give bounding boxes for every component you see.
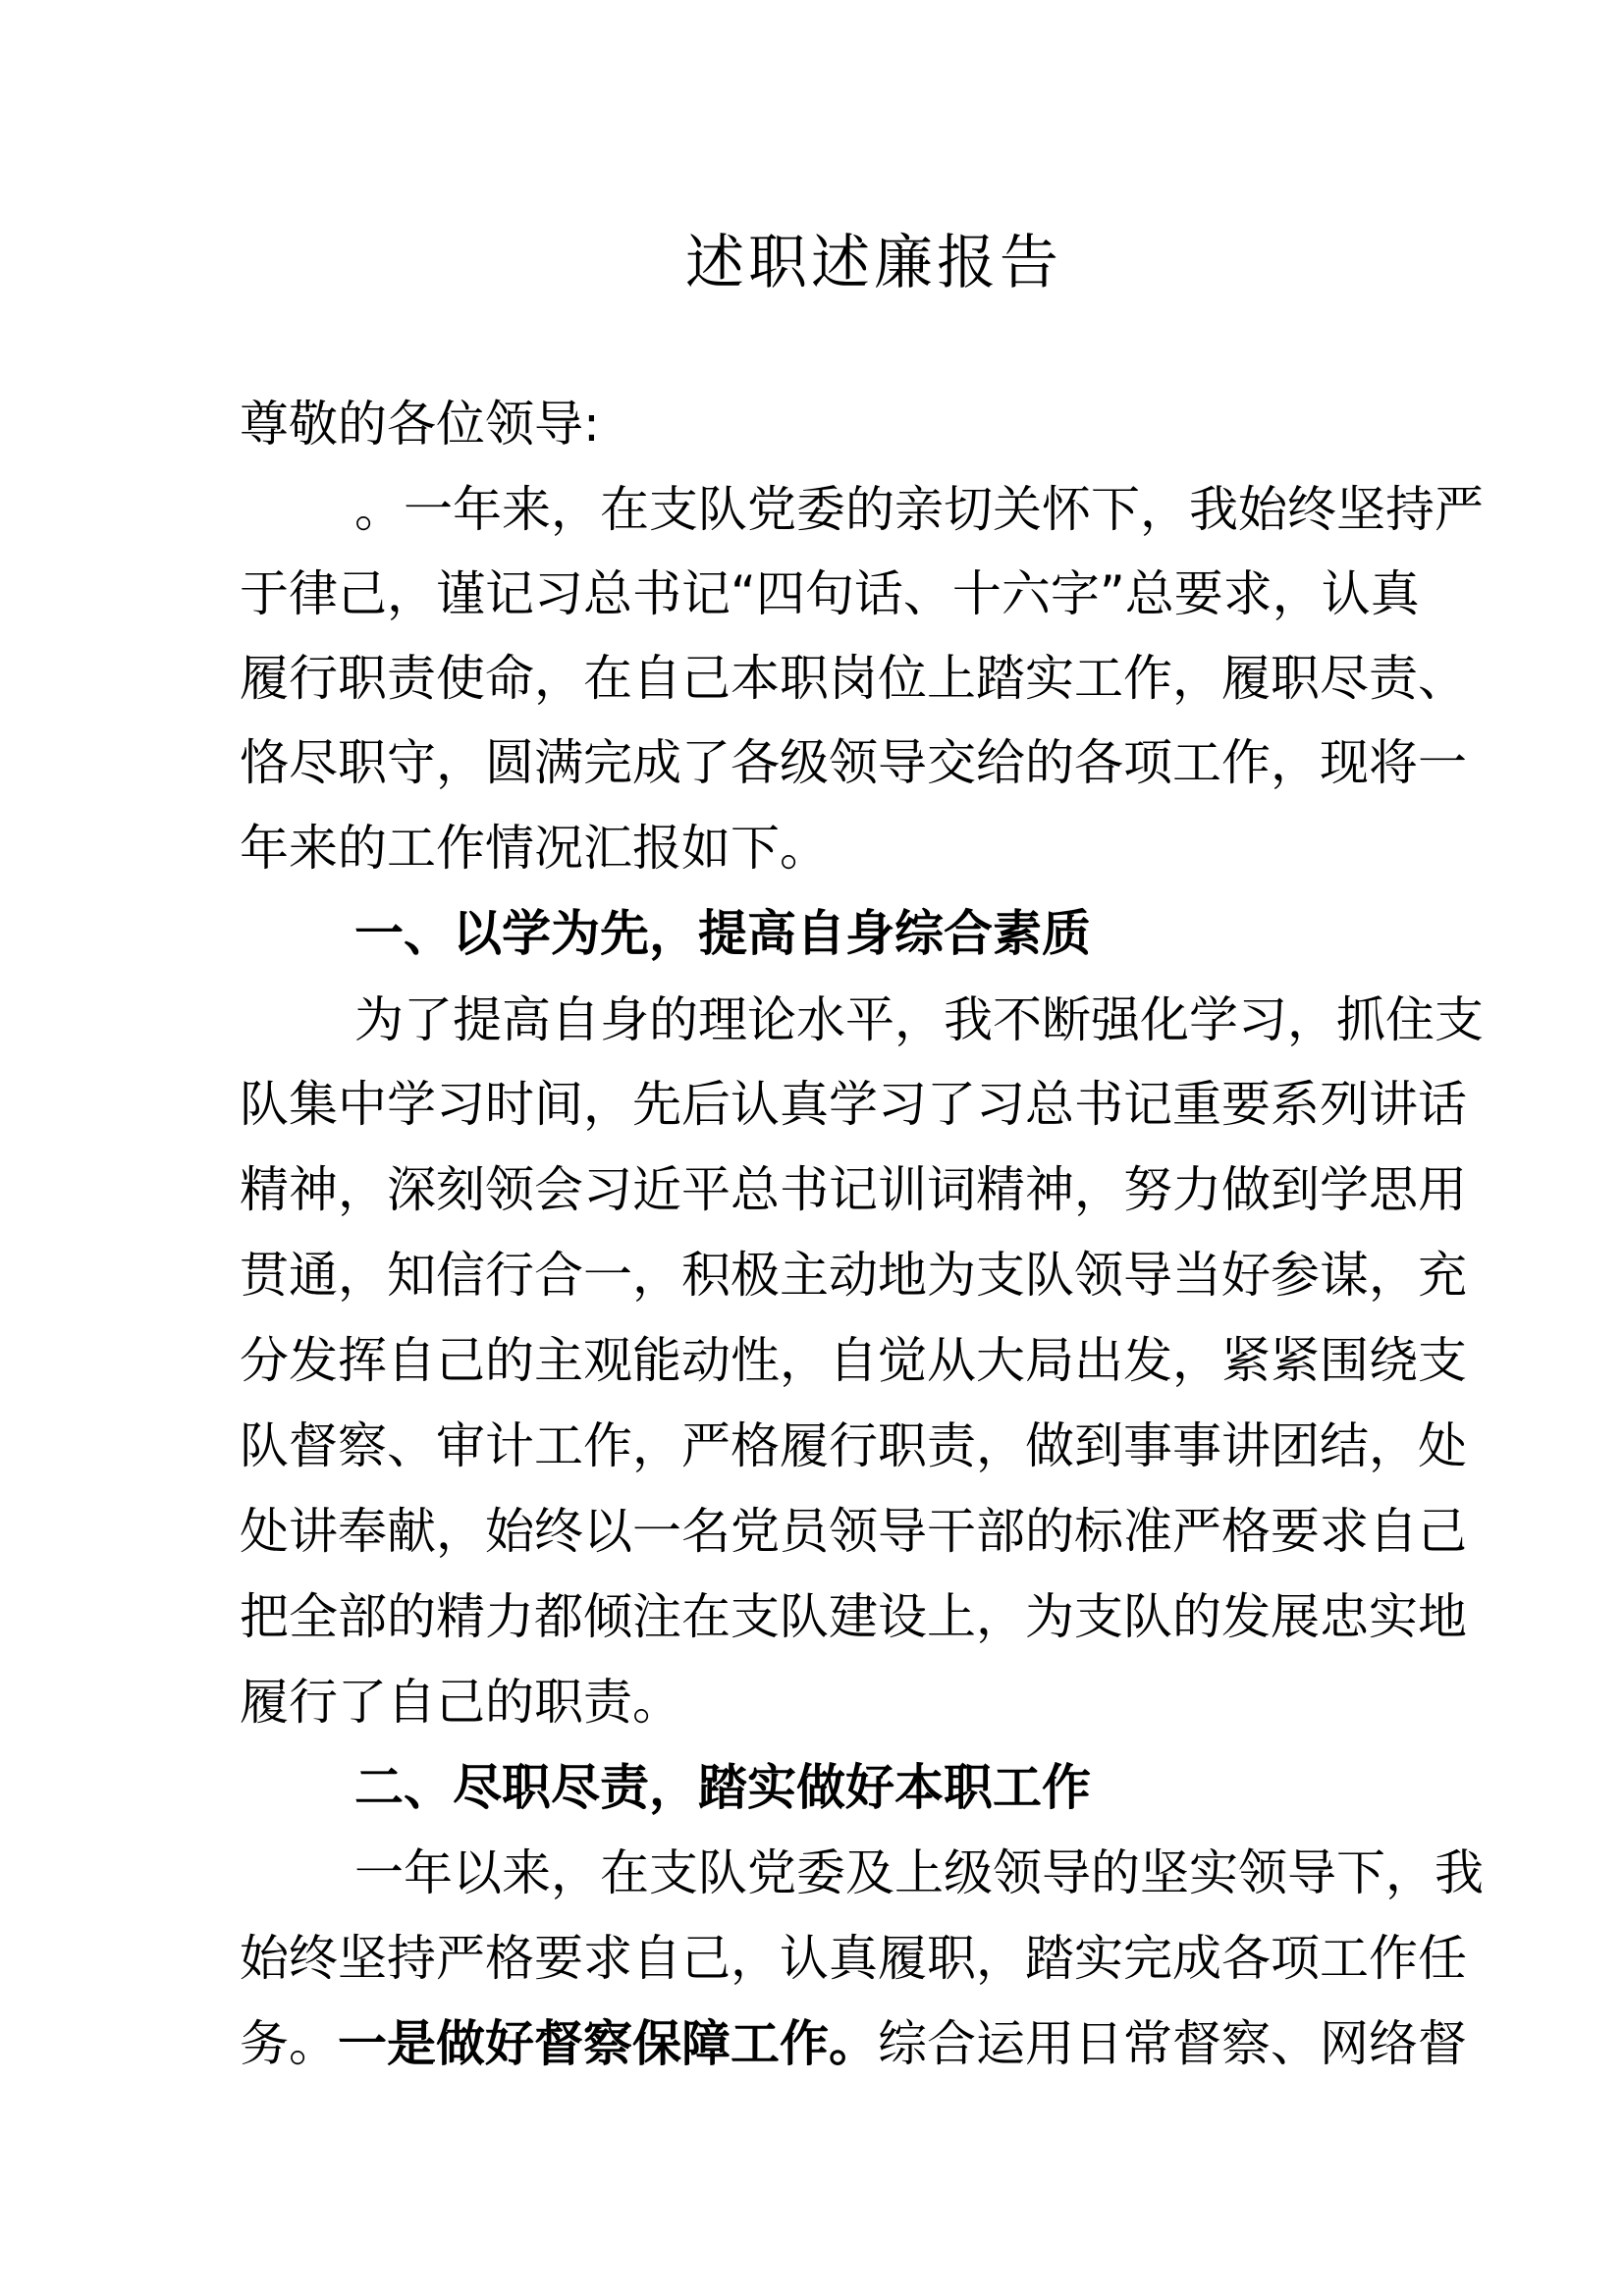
body-line: 为了提高自身的理论水平，我不断强化学习，抓住支 [354, 991, 1484, 1048]
body-line: 分发挥自己的主观能动性，自觉从大局出发，紧紧围绕支 [240, 1332, 1467, 1389]
body-line: 队集中学习时间，先后认真学习了习总书记重要系列讲话 [240, 1076, 1467, 1133]
body-text: 务。 [240, 2015, 338, 2072]
bold-subheading: 一是做好督察保障工作。 [338, 2015, 878, 2072]
section-heading-1: 一、以学为先，提高自身综合素质 [354, 905, 1091, 962]
document-title: 述职述廉报告 [685, 229, 1062, 297]
intro-line: 年来的工作情况汇报如下。 [240, 820, 829, 877]
body-line [240, 2002, 1467, 2087]
body-line: 把全部的精力都倾注在支队建设上，为支队的发展忠实地 [240, 1588, 1467, 1645]
section-heading-2: 二、尽职尽责，踏实做好本职工作 [354, 1759, 1091, 1816]
intro-line: 恪尽职守，圆满完成了各级领导交给的各项工作，现将一 [240, 734, 1467, 791]
body-text: 综合运用日常督察、网络督 [878, 2015, 1467, 2072]
body-line: 一年以来，在支队党委及上级领导的坚实领导下，我 [354, 1844, 1484, 1901]
body-line: 履行了自己的职责。 [240, 1674, 681, 1731]
body-line: 处讲奉献，始终以一名党员领导干部的标准严格要求自己 [240, 1503, 1467, 1560]
body-line: 队督察、审计工作，严格履行职责，做到事事讲团结，处 [240, 1417, 1467, 1474]
intro-line: 。一年来，在支队党委的亲切关怀下，我始终坚持严 [354, 481, 1484, 538]
body-line: 精神，深刻领会习近平总书记训词精神，努力做到学思用 [240, 1161, 1467, 1218]
intro-line: 于律己，谨记习总书记“四句话、十六字”总要求，认真 [240, 565, 1420, 622]
body-line: 贯通，知信行合一，积极主动地为支队领导当好参谋，充 [240, 1247, 1467, 1304]
salutation: 尊敬的各位领导: [240, 396, 600, 453]
intro-line: 履行职责使命，在自己本职岗位上踏实工作，履职尽责、 [240, 650, 1467, 707]
body-line: 始终坚持严格要求自己，认真履职，踏实完成各项工作任 [240, 1930, 1467, 1987]
